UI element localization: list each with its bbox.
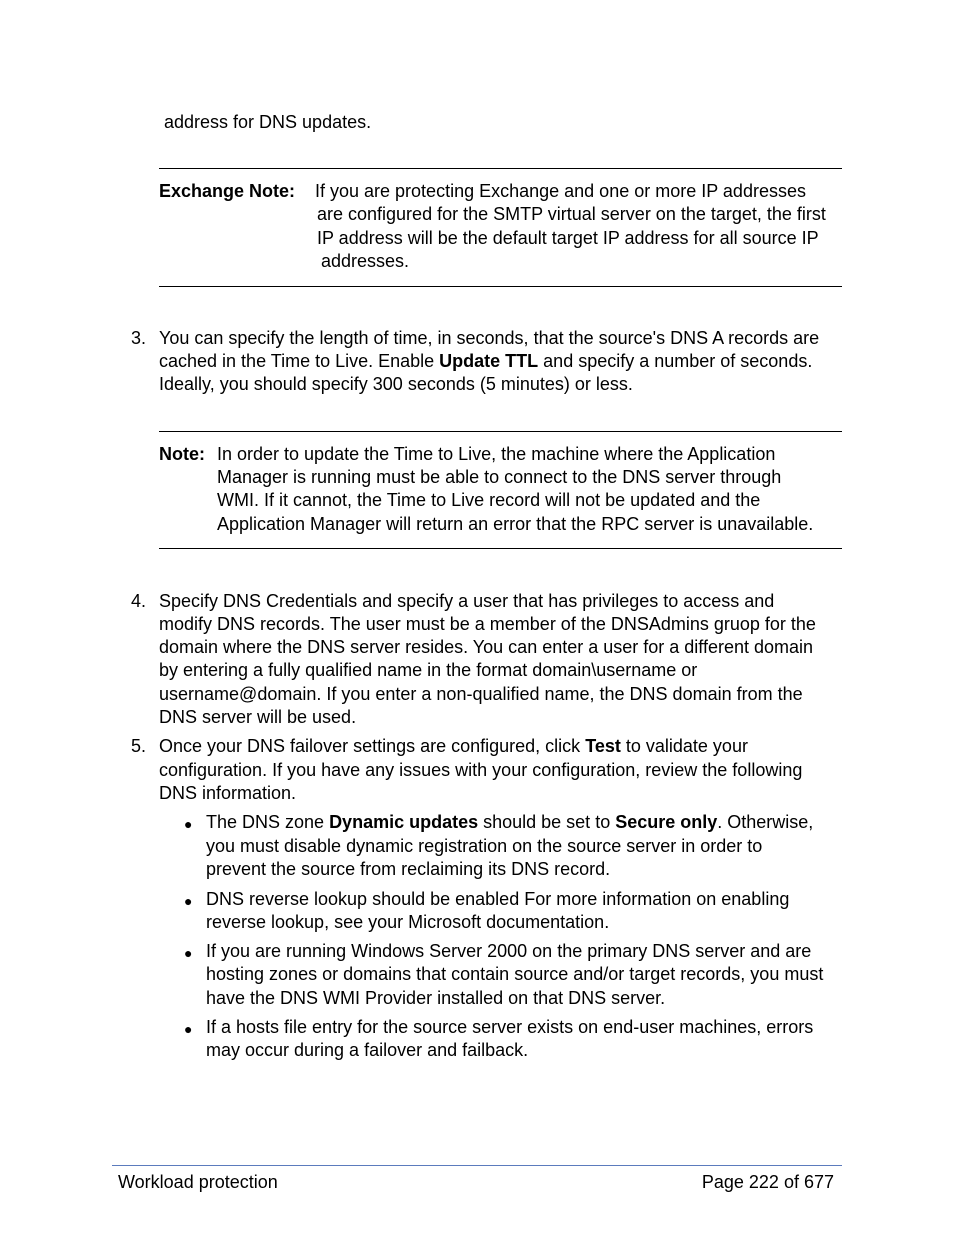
bullet-2-line-1: DNS reverse lookup should be enabled For more information on enabling: [206, 889, 790, 909]
step-4-number: 4.: [131, 591, 147, 611]
note-top-rule: [159, 168, 842, 169]
exchange-note-line-3: IP address will be the default target IP address for all source IP: [317, 228, 819, 248]
exchange-note-line-2: are configured for the SMTP virtual server on the target, the first: [317, 204, 826, 224]
intro-text: address for DNS updates.: [164, 112, 372, 132]
note-line-4: Application Manager will return an error that the RPC server is unavailable.: [217, 514, 814, 534]
bullet-4-line-2: may occur during a failover and failback.: [206, 1040, 529, 1060]
bullet-dot-icon: ●: [184, 816, 193, 832]
exchange-note-line-4: addresses.: [321, 251, 410, 271]
note-line-2: Manager is running must be able to connect to the DNS server through: [217, 467, 782, 487]
bullet-dot-icon: ●: [184, 945, 193, 961]
note-bottom-rule: [159, 286, 842, 287]
footer-page-number: Page 222 of 677: [701, 1172, 834, 1192]
bullet-3-line-2: hosting zones or domains that contain source and/or target records, you must: [206, 964, 824, 984]
bullet-dot-icon: ●: [184, 893, 193, 909]
step-3-line-1: You can specify the length of time, in seconds, that the source's DNS A records are: [159, 328, 820, 348]
bullet-dot-icon: ●: [184, 1021, 193, 1037]
step-4-line-3: domain where the DNS server resides. You can enter a user for a different domain: [159, 637, 814, 657]
step-3-line-3: Ideally, you should specify 300 seconds (5 minutes) or less.: [159, 374, 633, 394]
step-4-line-5: username@domain. If you enter a non-qualified name, the DNS domain from the: [159, 684, 803, 704]
bullet-4-line-1: If a hosts file entry for the source server exists on end-user machines, errors: [206, 1017, 814, 1037]
step-4-line-2: modify DNS records. The user must be a member of the DNSAdmins gruop for the: [159, 614, 816, 634]
step-5-line-3: DNS information.: [159, 783, 297, 803]
bullet-3-line-1: If you are running Windows Server 2000 on the primary DNS server and are: [206, 941, 812, 961]
bullet-2-line-2: reverse lookup, see your Microsoft documentation.: [206, 912, 610, 932]
step-4-line-1: Specify DNS Credentials and specify a user that has privileges to access and: [159, 591, 775, 611]
step-5-line-1: Once your DNS failover settings are configured, click Test to validate your: [159, 736, 748, 756]
note-line-3: WMI. If it cannot, the Time to Live record will not be updated and the: [217, 490, 761, 510]
note2-bottom-rule: [159, 548, 842, 549]
step-5-line-2: configuration. If you have any issues with your configuration, review the following: [159, 760, 803, 780]
note-line-1: In order to update the Time to Live, the machine where the Application: [217, 444, 776, 464]
note2-top-rule: [159, 431, 842, 432]
footer-section-title: Workload protection: [118, 1172, 278, 1192]
bullet-1-line-1: The DNS zone Dynamic updates should be set to Secure only. Otherwise,: [206, 812, 814, 832]
step-3-line-2: cached in the Time to Live. Enable Update TTL and specify a number of seconds.: [159, 351, 813, 371]
bullet-1-line-3: prevent the source from reclaiming its DNS record.: [206, 859, 611, 879]
bullet-3-line-3: have the DNS WMI Provider installed on that DNS server.: [206, 988, 666, 1008]
step-3-number: 3.: [131, 328, 147, 348]
note-label: Note:: [159, 444, 205, 464]
step-5-number: 5.: [131, 736, 147, 756]
exchange-note-line-1: If you are protecting Exchange and one or more IP addresses: [315, 181, 806, 201]
step-4-line-4: by entering a fully qualified name in the format domain\username or: [159, 660, 698, 680]
bullet-1-line-2: you must disable dynamic registration on the source server in order to: [206, 836, 763, 856]
step-4-line-6: DNS server will be used.: [159, 707, 357, 727]
exchange-note-label: Exchange Note:: [159, 181, 296, 201]
footer-rule: [112, 1165, 842, 1166]
